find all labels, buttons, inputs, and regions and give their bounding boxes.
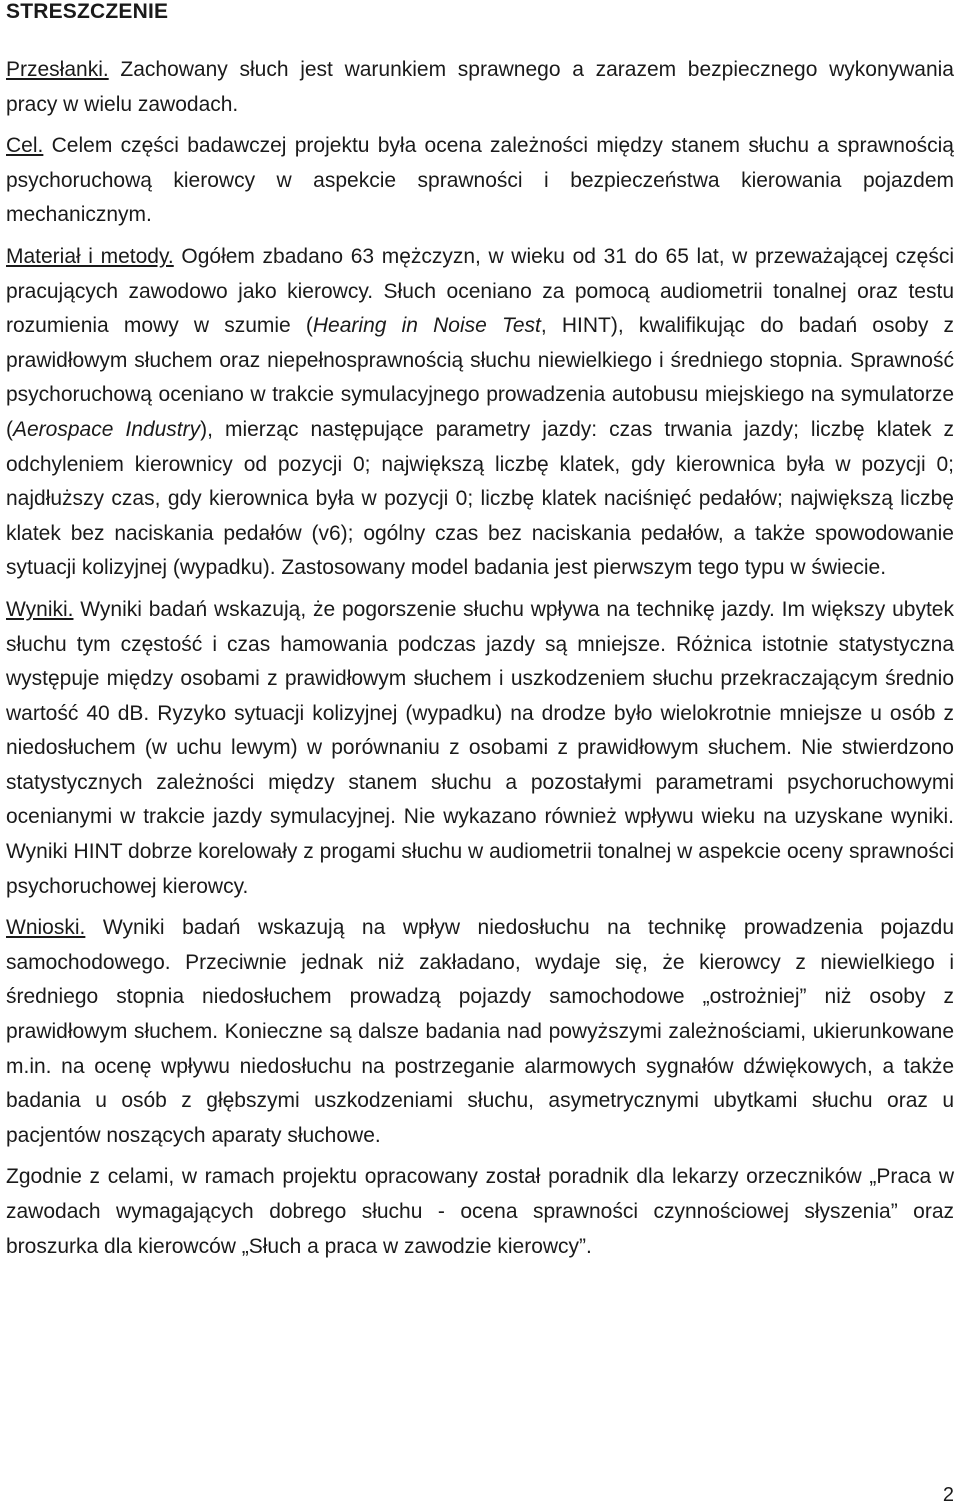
methods-text-2: , HINT), kwalifikując do badań osoby z prawidłowym słuchem oraz niepełnosprawnością słuchu niewielkiego i średniego stopnia. Sprawność psychoruchową oceniano w trakcie symulacyjnego prowadzenia autobusu miejskiego na symulatorze ( xyxy=(6,314,954,441)
conclusions-label: Wnioski. xyxy=(6,916,86,940)
document-page xyxy=(6,0,954,1264)
methods-text-1: Ogółem zbadano 63 mężczyzn, w wieku od 31 do 65 lat, w przeważającej części pracujących zawodowo jako kierowcy. Słuch oceniano za pomocą audiometrii tonalnej oraz testu rozumienia mowy w szumie ( xyxy=(6,244,954,338)
premises-label: Przesłanki. xyxy=(6,58,109,81)
goal-paragraph xyxy=(6,129,954,233)
conclusions-paragraph xyxy=(6,911,954,1153)
page-number: 2 xyxy=(942,1484,954,1506)
goal-label: Cel. xyxy=(6,134,44,158)
premises-paragraph xyxy=(6,53,954,122)
methods-text-3: ), mierząc następujące parametry jazdy: czas trwania jazdy; liczbę klatek z odchyleniem kierownicy od pozycji 0; największą liczbę klatek, gdy kierownica była w pozycji 0; najdłuższy czas, gdy kierownica była w pozycji 0; liczbę klatek naciśnięć pedałów; największą liczbę klatek bez naciskania pedałów (v6); ogólny czas bez naciskania pedałów, a także spowodowanie sytuacji kolizyjnej (wypadku). Zastosowany model badania jest pierwszym tego typu w świecie. xyxy=(6,417,954,580)
outcome-paragraph: Zgodnie z celami, w ramach projektu opracowany został poradnik dla lekarzy orzeczników „Praca w zawodach wymagających dobrego słuchu - ocena sprawności czynnościowej słyszenia” oraz broszurka dla kierowców „Słuch a praca w zawodzie kierowcy”. xyxy=(6,1165,954,1258)
results-paragraph xyxy=(6,593,954,904)
premises-text: Zachowany słuch jest warunkiem sprawnego a zarazem bezpiecznego wykonywania pracy w wielu zawodach. xyxy=(6,58,954,116)
document-heading: STRESZCZENIE xyxy=(6,0,169,23)
methods-label: Materiał i metody. xyxy=(6,244,174,268)
methods-paragraph xyxy=(6,240,954,586)
methods-italic-hint: Hearing in Noise Test xyxy=(312,314,541,338)
goal-text: Celem części badawczej projektu była ocena zależności między stanem słuchu a sprawnością psychoruchową kierowcy w aspekcie sprawności i bezpieczeństwa kierowania pojazdem mechanicznym. xyxy=(6,134,954,227)
results-text: Wyniki badań wskazują, że pogorszenie słuchu wpływa na technikę jazdy. Im większy ubytek słuchu tym częstość i czas hamowania podczas jazdy są mniejsze. Różnica istotnie statystyczna występuje między osobami z prawidłowym słuchem i uszkodzeniem słuchu przekraczającym średnio wartość 40 dB. Ryzyko sytuacji kolizyjnej (wypadku) na drodze było wielokrotnie mniejsze u osób z niedosłuchem (w uchu lewym) w porównaniu z osobami z prawidłowym słuchem. Nie stwierdzono statystycznych zależności między stanem słuchu a pozostałymi parametrami psychoruchowymi ocenianymi w trakcie jazdy symulacyjnej. Nie wykazano również wpływu wieku na uzyskane wyniki. Wyniki HINT dobrze korelowały z progami słuchu w audiometrii tonalnej w aspekcie oceny sprawności psychoruchowej kierowcy. xyxy=(6,597,954,898)
conclusions-text: Wyniki badań wskazują na wpływ niedosłuchu na technikę prowadzenia pojazdu samochodowego. Przeciwnie jednak niż zakładano, wydaje się, że kierowcy z niewielkiego i średniego stopnia niedosłuchem prowadzą pojazdy samochodowe „ostrożniej” niż osoby z prawidłowym słuchem. Konieczne są dalsze badania nad powyższymi zależnościami, ukierunkowane m.in. na ocenę wpływu niedosłuchu na postrzeganie alarmowych sygnałów dźwiękowych, a także badania u osób z głębszymi uszkodzeniami słuchu, asymetrycznymi ubytkami słuchu oraz u pacjentów noszących aparaty słuchowe. xyxy=(6,916,954,1147)
results-label: Wyniki. xyxy=(6,597,74,621)
methods-italic-simulator: Aerospace Industry xyxy=(13,417,201,441)
